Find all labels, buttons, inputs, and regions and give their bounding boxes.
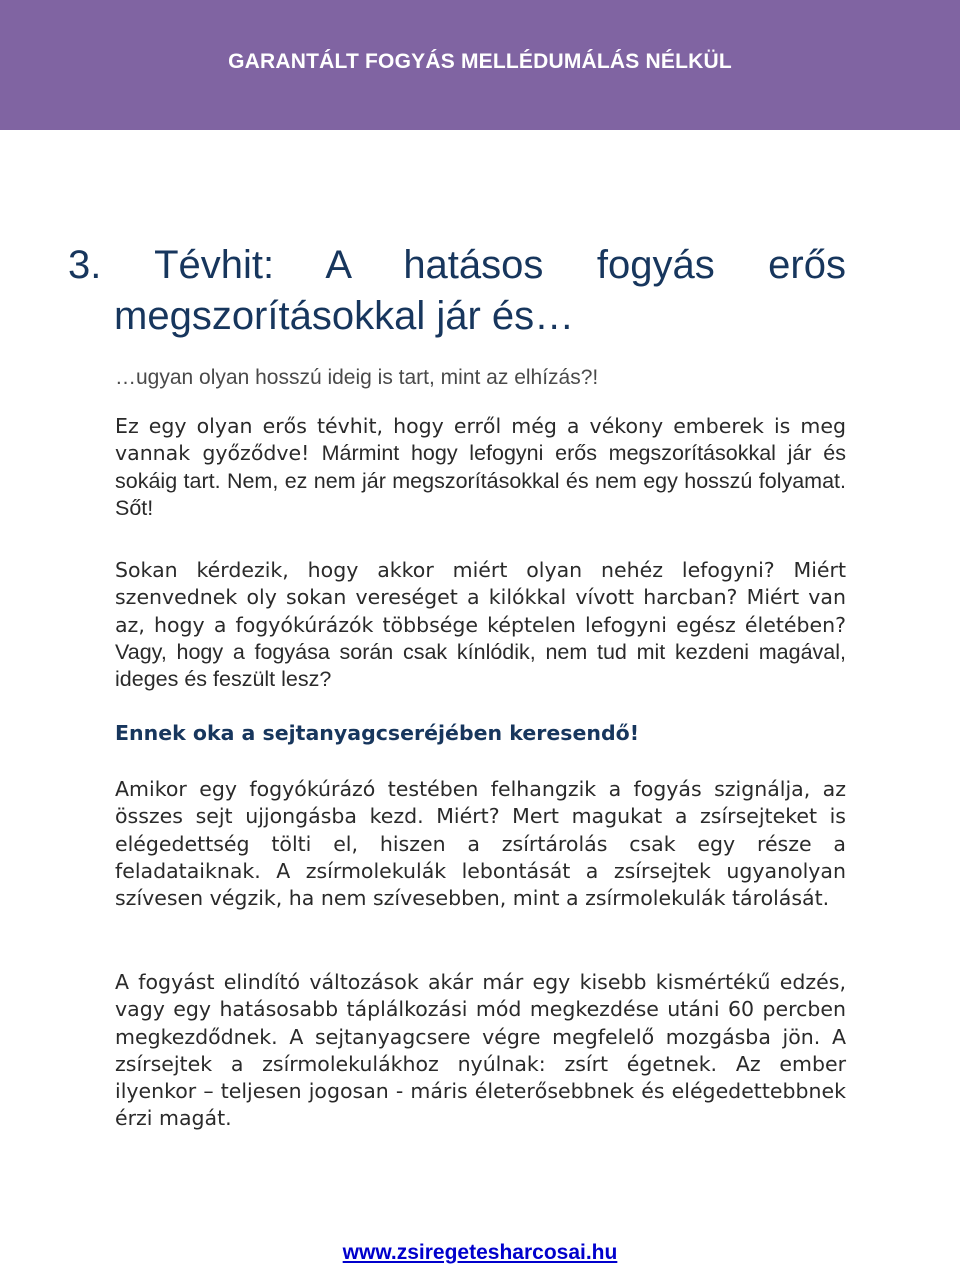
paragraph-4: A fogyást elindító változások akár már egy kisebb kismértékű edzés, vagy egy hatásosabb táplálkozási mód megkezdése utáni 60 percben megkezdődnek. A sejtanyagcsere végre megfelelő mozgásba jön. A zsírsejtek a zsírmolekulákhoz nyúlnak: zsírt égetnek. Az ember ilyenkor – teljesen jogosan - máris életerősebbnek és elégedettebbnek érzi magát. [115, 970, 846, 1131]
chapter-title-line2: megszorításokkal jár és… [114, 294, 575, 338]
paragraph-2-part-a: Sokan kérdezik, hogy akkor miért olyan nehéz lefogyni? Miért szenvednek oly sokan vereséget a kilókkal vívott harcban? Miért van az, hogy a fogyókúrázók többsége képtelen lefogyni egész életében? [115, 558, 846, 637]
chapter-subtitle: …ugyan olyan hosszú ideig is tart, mint az elhízás?! [115, 366, 599, 389]
paragraph-2 [115, 557, 846, 693]
paragraph-3: Amikor egy fogyókúrázó testében felhangzik a fogyás szignálja, az összes sejt ujjongásba kezd. Miért? Mert magukat a zsírsejteket is elégedettség tölti el, hiszen a zsírtárolás csak egy része a feladataiknak. A zsírmolekulák lebontását a zsírsejtek ugyanolyan szívesen végzik, ha nem szívesebben, mint a zsírmolekulák tárolását. [115, 777, 846, 911]
paragraph-2-part-b: Vagy, hogy a fogyása során csak kínlódik, nem tud mit kezdeni magával, ideges és feszült lesz? [115, 639, 846, 692]
header-title: GARANTÁLT FOGYÁS MELLÉDUMÁLÁS NÉLKÜL [228, 50, 732, 73]
paragraph-1-part-a: Ez egy olyan erős tévhit, hogy erről még a vékony emberek is meg vannak győződve! [115, 414, 846, 466]
highlight-sentence: Ennek oka a sejtanyagcseréjében keresendő! [115, 721, 640, 745]
paragraph-1 [115, 413, 846, 522]
chapter-title-line1: 3. Tévhit: A hatásos fogyás erős [68, 243, 846, 287]
chapter-title [68, 240, 846, 342]
paragraph-1-part-b: Mármint hogy lefogyni erős megszorításokkal jár és sokáig tart. Nem, ez nem jár megszorításokkal és nem egy hosszú folyamat. Sőt! [115, 441, 846, 520]
website-link[interactable]: www.zsiregetesharcosai.hu [342, 1241, 618, 1264]
